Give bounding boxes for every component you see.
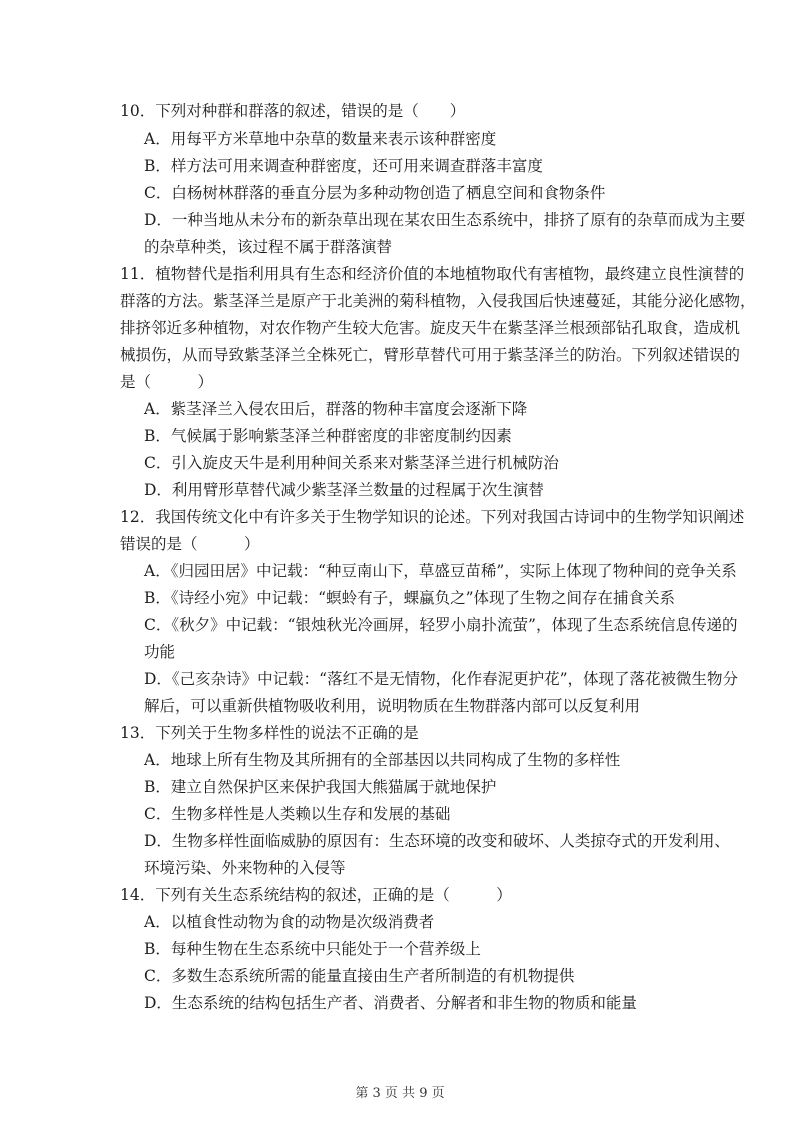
question-11-stem-line-5: 是（ ） xyxy=(120,373,214,391)
question-11-option-d: D．利用臂形草替代减少紫茎泽兰数量的过程属于次生演替 xyxy=(144,481,544,499)
question-10-stem: 10．下列对种群和群落的叙述，错误的是（ ） xyxy=(120,102,466,120)
question-11-stem-line-4: 械损伤，从而导致紫茎泽兰全株死亡，臂形草替代可用于紫茎泽兰的防治。下列叙述错误的 xyxy=(120,346,741,364)
question-12-option-c-cont: 功能 xyxy=(144,643,176,661)
question-13-option-d: D．生物多样性面临威胁的原因有：生态环境的改变和破坏、人类掠夺式的开发利用、 xyxy=(144,832,730,850)
question-12-stem: 12．我国传统文化中有许多关于生物学知识的论述。下列对我国古诗词中的生物学知识阐述 xyxy=(120,508,745,526)
question-10-option-b: B．样方法可用来调查种群密度，还可用来调查群落丰富度 xyxy=(144,157,543,175)
page-number-footer: 第 3 页 共 9 页 xyxy=(355,1086,445,1101)
question-13-option-d-cont: 环境污染、外来物种的入侵等 xyxy=(144,859,346,877)
question-12-option-a: A．《归园田居》中记载：“种豆南山下，草盛豆苗稀”，实际上体现了物种间的竞争关系 xyxy=(144,562,737,580)
question-14-option-c: C．多数生态系统所需的能量直接由生产者所制造的有机物提供 xyxy=(144,967,575,985)
question-11-option-c: C．引入旋皮天牛是利用种间关系来对紫茎泽兰进行机械防治 xyxy=(144,454,559,472)
question-12-option-c: C．《秋夕》中记载：“银烛秋光冷画屏，轻罗小扇扑流萤”，体现了生态系统信息传递的 xyxy=(144,616,738,634)
question-12-option-b: B．《诗经小宛》中记载：“螟蛉有子，蜾蠃负之”体现了生物之间存在捕食关系 xyxy=(144,589,675,607)
question-11-option-b: B．气候属于影响紫茎泽兰种群密度的非密度制约因素 xyxy=(144,427,512,445)
question-10-option-c: C．白杨树林群落的垂直分层为多种动物创造了栖息空间和食物条件 xyxy=(144,184,606,202)
question-11-option-a: A．紫茎泽兰入侵农田后，群落的物种丰富度会逐渐下降 xyxy=(144,400,528,418)
question-14-option-d: D．生态系统的结构包括生产者、消费者、分解者和非生物的物质和能量 xyxy=(144,994,637,1012)
question-10-option-d: D．一种当地从未分布的新杂草出现在某农田生态系统中，排挤了原有的杂草而成为主要 xyxy=(144,211,746,229)
question-13-option-b: B．建立自然保护区来保护我国大熊猫属于就地保护 xyxy=(144,778,497,796)
question-13-option-a: A．地球上所有生物及其所拥有的全部基因以共同构成了生物的多样性 xyxy=(144,751,621,769)
question-10-option-d-cont: 的杂草种类，该过程不属于群落演替 xyxy=(144,238,393,256)
question-11-stem: 11．植物替代是指利用具有生态和经济价值的本地植物取代有害植物，最终建立良性演替的 xyxy=(120,265,745,283)
question-14-option-a: A．以植食性动物为食的动物是次级消费者 xyxy=(144,913,435,931)
question-12-option-d-cont: 解后，可以重新供植物吸收利用，说明物质在生物群落内部可以反复利用 xyxy=(144,697,641,715)
question-13-option-c: C．生物多样性是人类赖以生存和发展的基础 xyxy=(144,805,451,823)
question-12-option-d: D．《己亥杂诗》中记载：“落红不是无情物，化作春泥更护花”，体现了落花被微生物分 xyxy=(144,670,739,688)
question-14-stem: 14．下列有关生态系统结构的叙述，正确的是（ ） xyxy=(120,886,512,904)
question-14-option-b: B．每种生物在生态系统中只能处于一个营养级上 xyxy=(144,940,481,958)
question-11-stem-line-3: 排挤邻近多种植物，对农作物产生较大危害。旋皮天牛在紫茎泽兰根颈部钻孔取食，造成机 xyxy=(120,319,741,337)
question-11-stem-line-2: 群落的方法。紫茎泽兰是原产于北美洲的菊科植物，入侵我国后快速蔓延，其能分泌化感物， xyxy=(120,292,756,310)
question-12-stem-line-2: 错误的是（ ） xyxy=(120,535,260,553)
question-10-option-a: A．用每平方米草地中杂草的数量来表示该种群密度 xyxy=(144,130,497,148)
question-13-stem: 13．下列关于生物多样性的说法不正确的是 xyxy=(120,724,419,742)
